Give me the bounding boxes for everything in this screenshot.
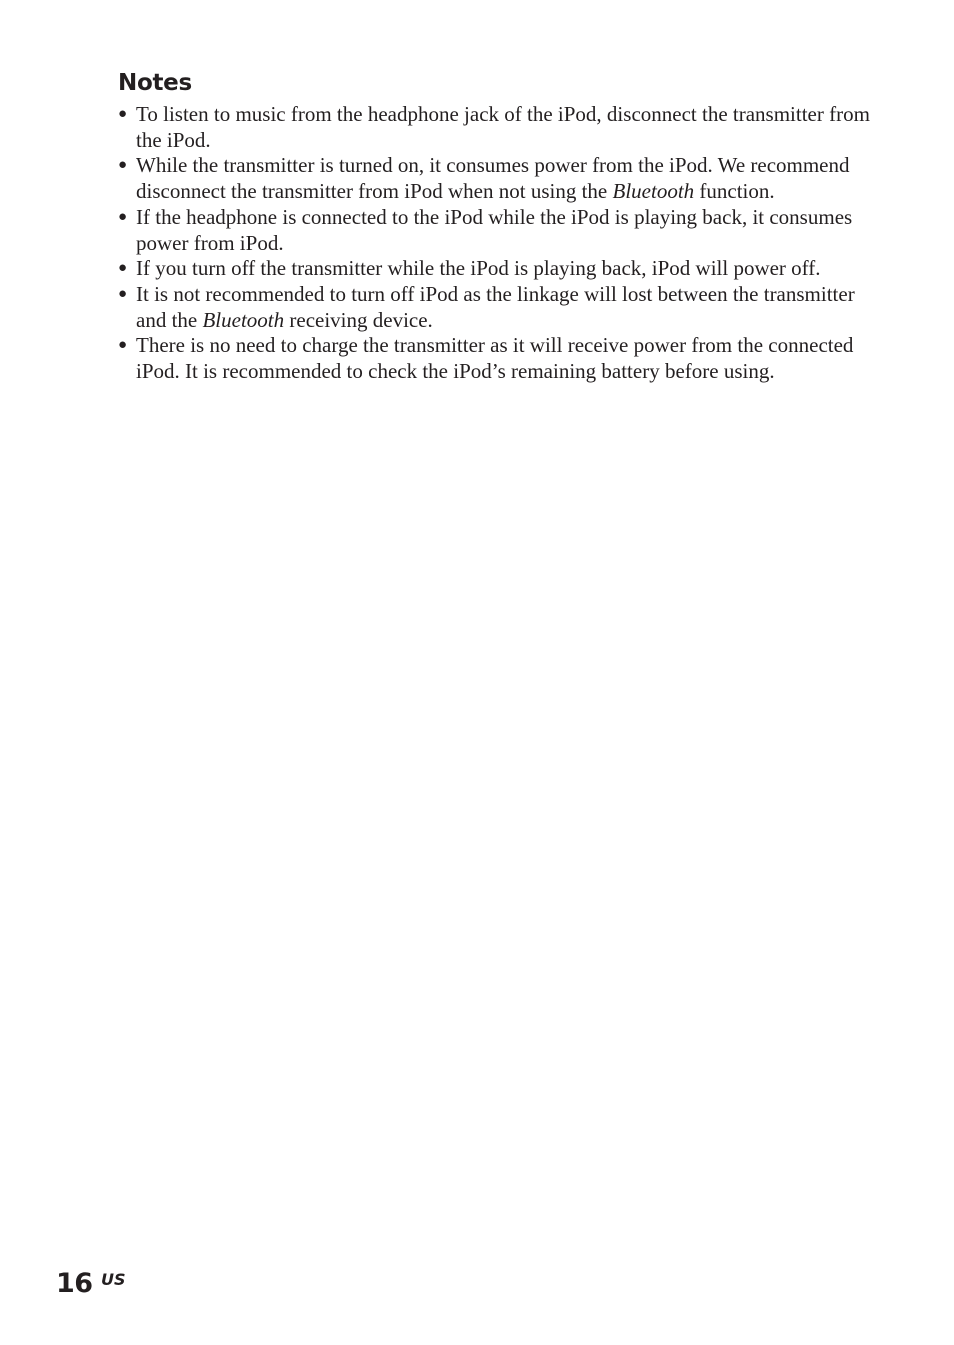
note-text: To listen to music from the headphone jack of the iPod, disconnect the transmitter from the iPod. — [136, 102, 870, 152]
region-code: US — [101, 1270, 126, 1289]
note-item — [118, 205, 878, 256]
note-item — [118, 102, 878, 153]
note-item — [118, 333, 878, 384]
bullet-icon: ● — [118, 260, 128, 277]
note-emphasis: Bluetooth — [202, 307, 285, 332]
note-item — [118, 256, 878, 282]
page-number: 16 — [56, 1268, 93, 1299]
note-text: There is no need to charge the transmitter as it will receive power from the connected iPod. It is recommended to check the iPod’s remaining battery before using. — [136, 333, 854, 384]
note-text: It is not recommended to turn off iPod as the linkage will lost between the transmitter and the — [136, 281, 855, 332]
bullet-icon: ● — [118, 285, 128, 302]
bullet-icon: ● — [118, 337, 128, 354]
bullet-icon: ● — [118, 106, 128, 122]
bullet-icon: ● — [118, 157, 128, 174]
note-emphasis: Bluetooth — [612, 179, 695, 204]
note-text: While the transmitter is turned on, it consumes power from the iPod. We recommend disconnect the transmitter from iPod when not using the — [136, 153, 850, 204]
notes-heading: Notes — [118, 70, 192, 96]
note-text: If the headphone is connected to the iPod while the iPod is playing back, it consumes power from iPod. — [136, 204, 853, 255]
note-item — [118, 153, 878, 204]
notes-section — [118, 68, 878, 385]
note-text: If you turn off the transmitter while the iPod is playing back, iPod will power off. — [136, 256, 821, 281]
note-item — [118, 282, 878, 333]
note-text: function. — [694, 179, 775, 204]
notes-list — [118, 102, 878, 385]
note-text: receiving device. — [284, 307, 433, 332]
bullet-icon: ● — [118, 208, 128, 225]
